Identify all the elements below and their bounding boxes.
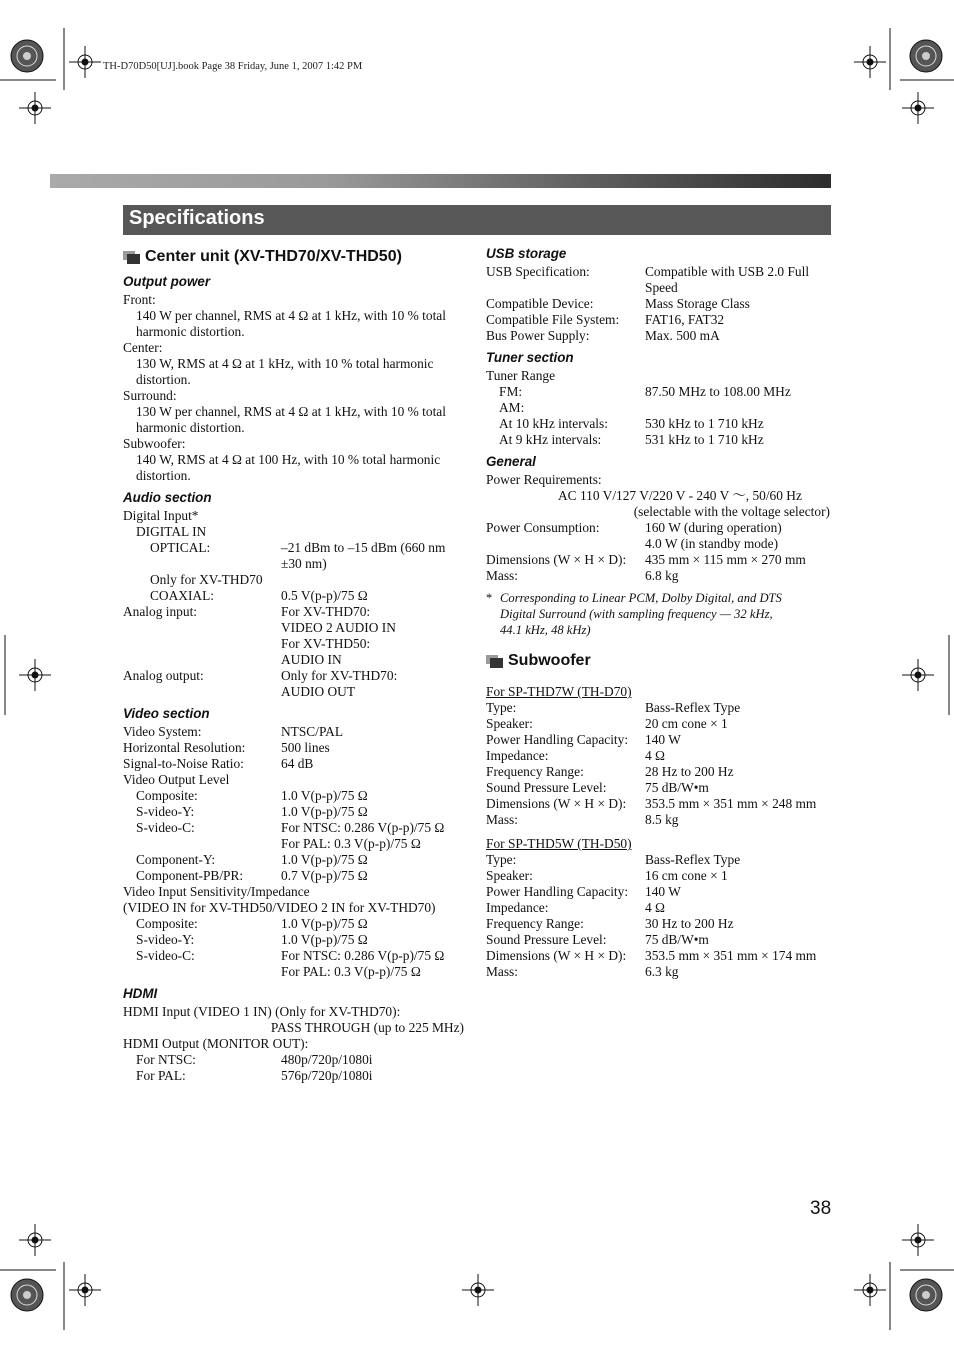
surround-label: Surround: — [123, 388, 177, 403]
video-input-sensitivity-label: Video Input Sensitivity/Impedance — [123, 884, 310, 899]
hdmi-output-row: For NTSC: 480p/720p/1080i — [136, 1052, 373, 1067]
analog-output-row — [123, 668, 468, 684]
subwoofer-line: distortion. — [136, 468, 191, 483]
spec-row: Speaker: 16 cm cone × 1 — [486, 868, 728, 883]
front-line: harmonic distortion. — [136, 324, 245, 339]
file-header: TH-D70D50[UJ].book Page 38 Friday, June 1, 2007 1:42 PM — [103, 61, 363, 72]
video-output-row: Component-PB/PR: 0.7 V(p-p)/75 Ω — [136, 868, 368, 883]
optical-value-cont: ±30 nm) — [281, 556, 327, 571]
tuner-section-heading: Tuner section — [486, 350, 574, 365]
video-output-row: S-video-Y: 1.0 V(p-p)/75 Ω — [136, 804, 368, 819]
video-input-row: S-video-Y: 1.0 V(p-p)/75 Ω — [136, 932, 368, 947]
am-row: At 10 kHz intervals: 530 kHz to 1 710 kHz — [499, 416, 764, 431]
consumption-row: Power Consumption: 160 W (during operation) — [486, 520, 782, 535]
section-bullet-icon — [123, 251, 140, 264]
hdmi-input-label: HDMI Input (VIDEO 1 IN) (Only for XV-THD70): — [123, 1004, 401, 1019]
hdmi-output-row: For PAL: 576p/720p/1080i — [136, 1068, 373, 1083]
analog-output-label: Analog output: — [123, 668, 204, 683]
right-column — [486, 246, 834, 980]
center-line: 130 W, RMS at 4 Ω at 1 kHz, with 10 % total harmonic — [136, 356, 434, 371]
dimensions-row: Dimensions (W × H × D): 435 mm × 115 mm × 270 mm — [486, 552, 806, 567]
video-row: Signal-to-Noise Ratio: 64 dB — [123, 756, 314, 771]
usb-row: Bus Power Supply: Max. 500 mA — [486, 328, 720, 343]
video-output-level-label: Video Output Level — [123, 772, 230, 787]
spec-row: Impedance: 4 Ω — [486, 748, 665, 763]
top-gradient-bar — [50, 174, 831, 188]
usb-storage-heading: USB storage — [486, 246, 567, 261]
footnote-line: 44.1 kHz, 48 kHz) — [500, 623, 591, 637]
analog-output-value: Only for XV-THD70: — [281, 668, 398, 683]
video-input-row: For PAL: 0.3 V(p-p)/75 Ω — [281, 964, 421, 979]
analog-input-row — [123, 604, 468, 620]
power-req-value: AC 110 V/127 V/220 V - 240 V ～, 50/60 Hz — [558, 488, 802, 503]
spec-row: Power Handling Capacity: 140 W — [486, 884, 681, 899]
video-row: Horizontal Resolution: 500 lines — [123, 740, 330, 755]
subwoofer-model: For SP-THD5W (TH-D50) — [486, 836, 632, 851]
spec-row: Sound Pressure Level: 75 dB/W•m — [486, 780, 709, 795]
spec-row: Frequency Range: 28 Hz to 200 Hz — [486, 764, 734, 779]
surround-line: 130 W per channel, RMS at 4 Ω at 1 kHz, with 10 % total — [136, 404, 446, 419]
spec-row: Sound Pressure Level: 75 dB/W•m — [486, 932, 709, 947]
spec-row: Dimensions (W × H × D): 353.5 mm × 351 mm × 248 mm — [486, 796, 817, 811]
spec-row: Dimensions (W × H × D): 353.5 mm × 351 mm × 174 mm — [486, 948, 817, 963]
output-power-heading: Output power — [123, 274, 211, 289]
coaxial-label: COAXIAL: — [150, 588, 214, 603]
front-line: 140 W per channel, RMS at 4 Ω at 1 kHz, with 10 % total — [136, 308, 446, 323]
audio-section-heading: Audio section — [123, 490, 212, 505]
front-label: Front: — [123, 292, 156, 307]
coaxial-value: 0.5 V(p-p)/75 Ω — [281, 588, 368, 603]
page-number: 38 — [810, 1198, 832, 1219]
power-req-label: Power Requirements: — [486, 472, 602, 487]
footnote — [486, 590, 834, 638]
subwoofer-label: Subwoofer: — [123, 436, 186, 451]
video-input-row: S-video-C: For NTSC: 0.286 V(p-p)/75 Ω — [136, 948, 445, 963]
video-section-heading: Video section — [123, 706, 210, 721]
page-title: Specifications — [129, 207, 265, 229]
analog-input-value: AUDIO IN — [281, 652, 342, 667]
usb-row: Compatible Device: Mass Storage Class — [486, 296, 750, 311]
video-input-sensitivity-sub: (VIDEO IN for XV-THD50/VIDEO 2 IN for XV-THD70) — [123, 900, 436, 915]
center-unit-heading: Center unit (XV-THD70/XV-THD50) — [123, 246, 468, 268]
section-bullet-icon — [486, 655, 503, 668]
general-heading: General — [486, 454, 536, 469]
analog-output-value: AUDIO OUT — [281, 684, 356, 699]
spec-row: Impedance: 4 Ω — [486, 900, 665, 915]
only-thd70-label: Only for XV-THD70 — [150, 572, 263, 587]
surround-line: harmonic distortion. — [136, 420, 245, 435]
subwoofer-model: For SP-THD7W (TH-D70) — [486, 684, 632, 699]
spec-row: Type: Bass-Reflex Type — [486, 852, 741, 867]
footnote-star: * — [486, 591, 493, 605]
subwoofer-heading: Subwoofer — [486, 650, 834, 672]
subwoofer-line: 140 W, RMS at 4 Ω at 100 Hz, with 10 % total harmonic — [136, 452, 441, 467]
hdmi-input-value: PASS THROUGH (up to 225 MHz) — [270, 1020, 464, 1035]
am-label: AM: — [499, 400, 525, 415]
analog-input-value: For XV-THD70: — [281, 604, 371, 619]
analog-input-label: Analog input: — [123, 604, 198, 619]
usb-spec-row: USB Specification: Compatible with USB 2.0 Full — [486, 264, 810, 279]
digital-input-label: Digital Input* — [123, 508, 199, 523]
optical-row — [123, 540, 468, 556]
hdmi-output-label: HDMI Output (MONITOR OUT): — [123, 1036, 309, 1051]
usb-row: Compatible File System: FAT16, FAT32 — [486, 312, 725, 327]
spec-row: Type: Bass-Reflex Type — [486, 700, 741, 715]
digital-in-label: DIGITAL IN — [136, 524, 207, 539]
title-bar — [123, 205, 831, 235]
usb-spec-value-cont: Speed — [645, 280, 678, 295]
spec-row: Mass: 6.3 kg — [486, 964, 679, 979]
fm-row: FM: 87.50 MHz to 108.00 MHz — [499, 384, 791, 399]
am-row: At 9 kHz intervals: 531 kHz to 1 710 kHz — [499, 432, 764, 447]
video-output-row: Composite: 1.0 V(p-p)/75 Ω — [136, 788, 368, 803]
optical-label: OPTICAL: — [150, 540, 211, 555]
center-label: Center: — [123, 340, 163, 355]
video-output-row: S-video-C: For NTSC: 0.286 V(p-p)/75 Ω — [136, 820, 445, 835]
power-req-note: (selectable with the voltage selector) — [633, 504, 830, 519]
analog-input-value: For XV-THD50: — [281, 636, 371, 651]
video-output-row: For PAL: 0.3 V(p-p)/75 Ω — [281, 836, 421, 851]
video-input-row: Composite: 1.0 V(p-p)/75 Ω — [136, 916, 368, 931]
spec-row: Frequency Range: 30 Hz to 200 Hz — [486, 916, 734, 931]
mass-row: Mass: 6.8 kg — [486, 568, 679, 583]
left-column — [123, 246, 468, 1084]
coaxial-row — [123, 588, 468, 604]
center-line: distortion. — [136, 372, 191, 387]
tuner-range-label: Tuner Range — [486, 368, 556, 383]
spec-row: Power Handling Capacity: 140 W — [486, 732, 681, 747]
consumption-value-cont: 4.0 W (in standby mode) — [645, 536, 779, 551]
hdmi-heading: HDMI — [123, 986, 158, 1001]
optical-value: –21 dBm to –15 dBm (660 nm — [281, 540, 446, 555]
footnote-line: Digital Surround (with sampling frequency — 32 kHz, — [500, 607, 773, 621]
footnote-line: Corresponding to Linear PCM, Dolby Digital, and DTS — [500, 591, 782, 605]
video-output-row: Component-Y: 1.0 V(p-p)/75 Ω — [136, 852, 368, 867]
spec-row: Speaker: 20 cm cone × 1 — [486, 716, 728, 731]
spec-row: Mass: 8.5 kg — [486, 812, 679, 827]
optical-row-cont — [123, 556, 468, 572]
video-row: Video System: NTSC/PAL — [123, 724, 344, 739]
analog-input-value: VIDEO 2 AUDIO IN — [281, 620, 396, 635]
